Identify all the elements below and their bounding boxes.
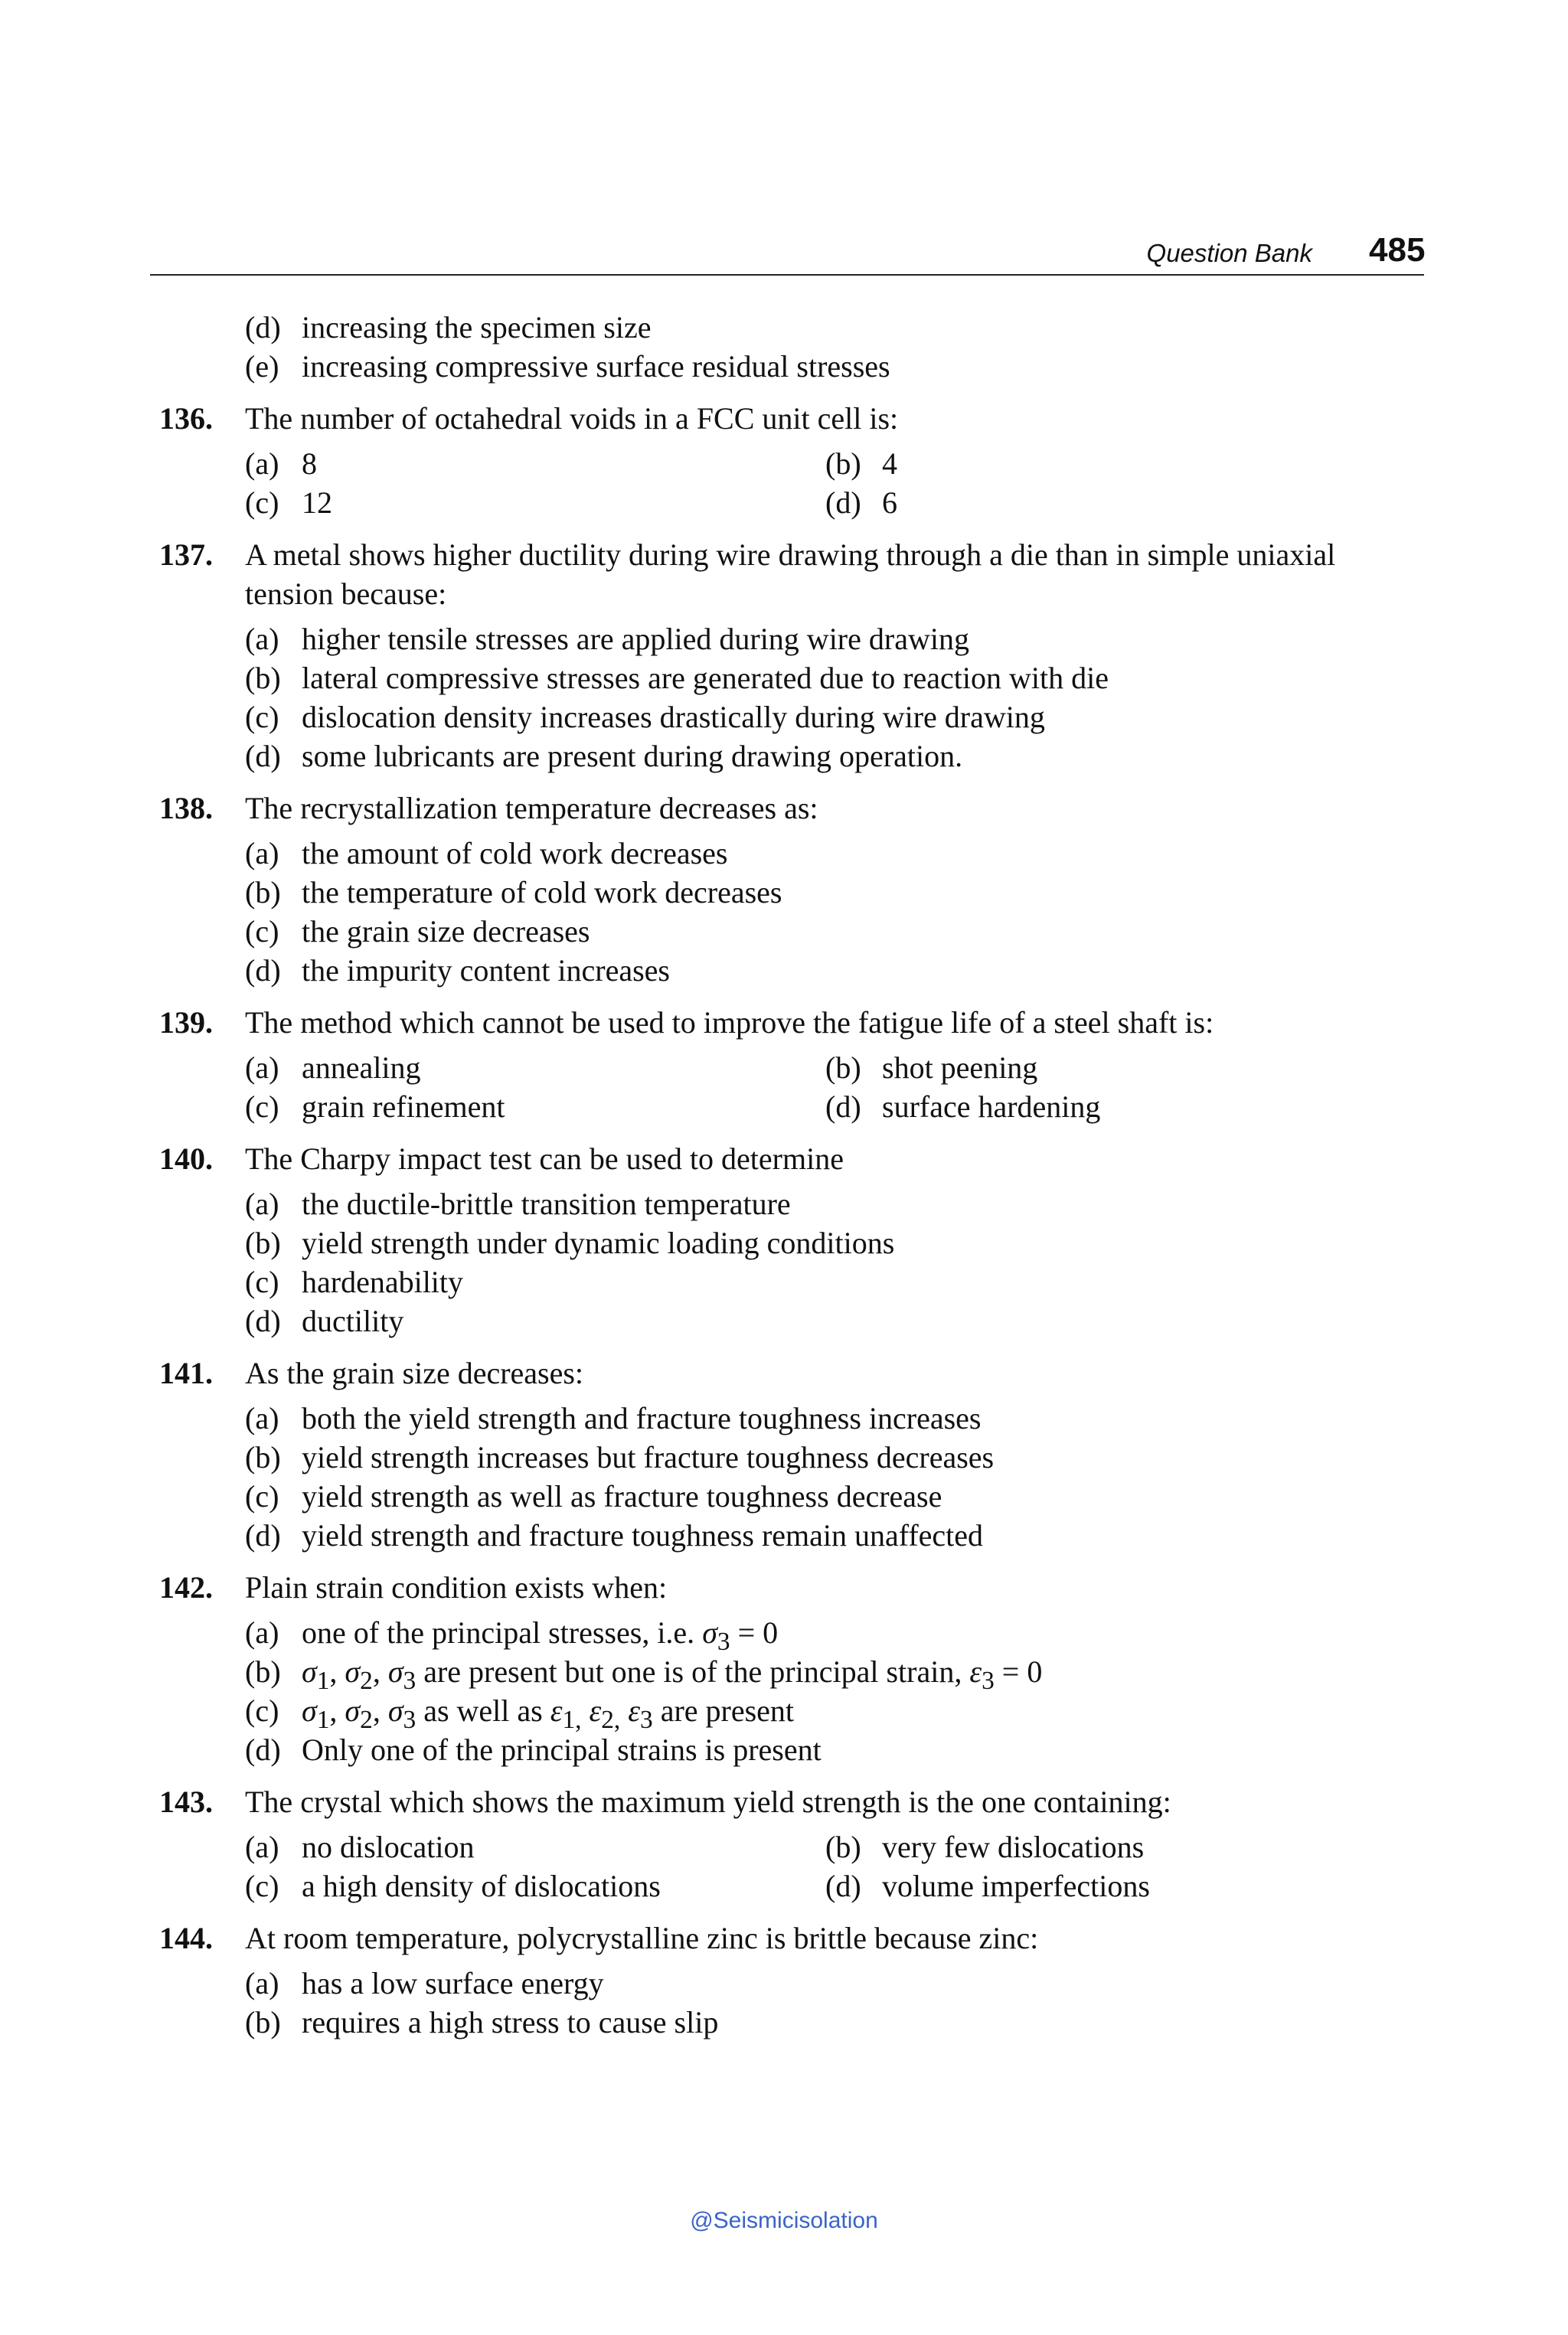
question-137: 137. A metal shows higher ductility during wire drawing through a die than in simple uniaxial — [159, 537, 1336, 572]
footer-watermark: @Seismicisolation — [690, 2208, 878, 2233]
running-header-title: Question Bank — [1146, 239, 1312, 267]
option-c: (c) hardenability — [245, 1265, 464, 1299]
page-number: 485 — [1369, 231, 1426, 269]
option-a: (a) has a low surface energy — [245, 1966, 604, 2000]
option-c: (c) dislocation density increases drastically during wire drawing — [245, 700, 1045, 734]
question-143: 143. The crystal which shows the maximum yield strength is the one containing: — [159, 1785, 1171, 1819]
question-list — [150, 308, 1424, 2042]
option-b: (b) requires a high stress to cause slip — [245, 2005, 719, 2039]
option-b: (b) lateral compressive stresses are generated due to reaction with die — [245, 661, 1109, 695]
option-b: (b) the temperature of cold work decreases — [245, 875, 782, 910]
option-d: (d) the impurity content increases — [245, 953, 670, 988]
question-141: 141. As the grain size decreases: — [159, 1356, 584, 1390]
option-d: (d) yield strength and fracture toughness remain unaffected — [245, 1518, 984, 1553]
options-row: (c) a high density of dislocations (d) volume imperfections — [245, 1869, 1150, 1903]
options-row: (a) annealing (b) shot peening — [245, 1050, 1038, 1085]
option-b: (b) $\sigma_1$, $\sigma_2$, $\sigma_3$ are present but one is of the principal strain, $\varepsilon_3 = 0$ — [245, 1654, 1043, 1695]
question-140: 140. The Charpy impact test can be used to determine — [159, 1141, 844, 1176]
option-a: (a) both the yield strength and fracture toughness increases — [245, 1401, 982, 1435]
option-c: (c) yield strength as well as fracture toughness decrease — [245, 1479, 942, 1514]
options-row: (c) 12 (d) 6 — [245, 485, 897, 520]
option-d: (d) ductility — [245, 1304, 404, 1338]
option-a: (a) one of the principal stresses, i.e. $\sigma_3 = 0$ — [245, 1615, 779, 1656]
question-142: 142. Plain strain condition exists when: — [159, 1570, 668, 1605]
option-a: (a) the amount of cold work decreases — [245, 836, 728, 870]
option-c: (c) $\sigma_1$, $\sigma_2$, $\sigma_3$ as well as $\varepsilon_{1,}$ $\varepsilon_{2,}$ $\varepsilon_3$ are present — [245, 1693, 795, 1734]
option-e-prev: (e) increasing compressive surface residual stresses — [245, 349, 890, 384]
option-d-prev: (d) increasing the specimen size — [245, 310, 652, 345]
options-row: (a) no dislocation (b) very few dislocations — [245, 1830, 1145, 1864]
options-row: (c) grain refinement (d) surface hardening — [245, 1089, 1101, 1124]
options-row: (a) 8 (b) 4 — [245, 446, 897, 481]
option-a: (a) the ductile-brittle transition temperature — [245, 1187, 791, 1221]
option-d: (d) some lubricants are present during drawing operation. — [245, 739, 963, 773]
option-d: (d) Only one of the principal strains is present — [245, 1732, 822, 1767]
question-139: 139. The method which cannot be used to improve the fatigue life of a steel shaft is: — [159, 1005, 1214, 1040]
question-137-continued: tension because: — [245, 576, 447, 611]
header-rule — [150, 274, 1424, 276]
option-c: (c) the grain size decreases — [245, 914, 590, 949]
question-144: 144. At room temperature, polycrystalline zinc is brittle because zinc: — [159, 1921, 1039, 1955]
option-b: (b) yield strength under dynamic loading conditions — [245, 1226, 895, 1260]
option-a: (a) higher tensile stresses are applied during wire drawing — [245, 622, 969, 656]
question-138: 138. The recrystallization temperature decreases as: — [159, 791, 818, 825]
question-136: 136. The number of octahedral voids in a FCC unit cell is: — [159, 401, 899, 436]
option-b: (b) yield strength increases but fracture toughness decreases — [245, 1440, 995, 1474]
